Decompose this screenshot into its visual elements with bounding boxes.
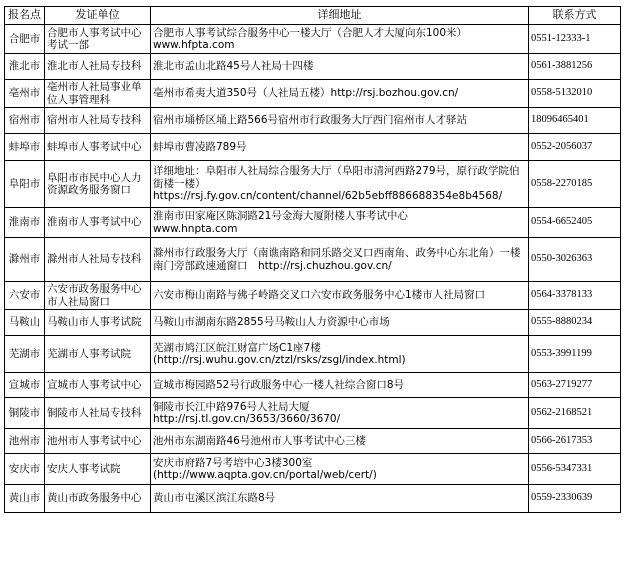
cell-address — [151, 336, 529, 373]
address-line: 安庆市府路7号考培中心3楼300室 — [153, 456, 313, 469]
cell-city: 芜湖市 — [5, 336, 45, 373]
table-body — [5, 25, 621, 513]
cell-phone: 0566-2617353 — [529, 429, 621, 454]
cell-unit: 合肥市人事考试中心考试一部 — [45, 25, 151, 54]
table-row — [5, 336, 621, 373]
table-row — [5, 80, 621, 108]
address-line: 池州市东湖南路46号池州市人事考试中心三楼 — [153, 434, 366, 447]
table-row — [5, 373, 621, 398]
cell-address — [151, 134, 529, 161]
address-line: 淮南市田家庵区陈洞路21号金海大厦附楼人事考试中心 — [153, 210, 408, 222]
table-row — [5, 108, 621, 134]
cell-city: 宣城市 — [5, 373, 45, 398]
address-line: 芜湖市鸠江区皖江财富广场C1座7楼 — [153, 341, 321, 354]
cell-unit: 淮南市人事考试中心 — [45, 208, 151, 238]
address-line: 铜陵市长江中路976号人社局大厦 — [153, 400, 310, 413]
cell-unit: 滁州市人社局专技科 — [45, 238, 151, 282]
cell-unit: 宿州市人社局专技科 — [45, 108, 151, 134]
cell-city: 宿州市 — [5, 108, 45, 134]
cell-address — [151, 485, 529, 513]
address-line: 六安市梅山南路与佛子岭路交叉口六安市政务服务中心1楼市人社局窗口 — [153, 289, 486, 302]
cell-city: 铜陵市 — [5, 398, 45, 429]
cell-city: 池州市 — [5, 429, 45, 454]
address-line: 滁州市行政服务大厅（南谯南路和同乐路交叉口西南角、政务中心东北角）一楼南门旁部政速通窗口 http://rsj.chuzhou.gov.cn/ — [153, 247, 521, 272]
cell-phone: 0559-2330639 — [529, 485, 621, 513]
cell-phone: 0556-5347331 — [529, 454, 621, 485]
table-row — [5, 208, 621, 238]
header-phone: 联系方式 — [529, 7, 621, 25]
table-row — [5, 398, 621, 429]
cell-phone: 18096465401 — [529, 108, 621, 134]
cell-phone: 0562-2168521 — [529, 398, 621, 429]
cell-city: 安庆市 — [5, 454, 45, 485]
cell-unit: 蚌埠市人事考试中心 — [45, 134, 151, 161]
address-line: 详细地址：阜阳市人社局综合服务大厅（阜阳市清河西路279号，原行政学院伯街楼一楼） — [153, 165, 520, 190]
cell-address — [151, 108, 529, 134]
cell-phone: 0555-8880234 — [529, 310, 621, 336]
cell-unit: 淮北市人社局专技科 — [45, 54, 151, 80]
cell-city: 阜阳市 — [5, 161, 45, 208]
table-row — [5, 25, 621, 54]
cell-phone: 0552-2056037 — [529, 134, 621, 161]
cell-city: 蚌埠市 — [5, 134, 45, 161]
cell-address — [151, 238, 529, 282]
cell-unit: 阜阳市市民中心人力资源政务服务窗口 — [45, 161, 151, 208]
cell-city: 黄山市 — [5, 485, 45, 513]
cell-unit: 亳州市人社局事业单位人事管理科 — [45, 80, 151, 108]
address-url: www.hnpta.com — [153, 222, 238, 235]
address-line: 宿州市埇桥区埇上路566号宿州市行政服务大厅西门宿州市人才驿站 — [153, 114, 468, 127]
cell-unit: 芜湖市人事考试院 — [45, 336, 151, 373]
cell-unit: 安庆人事考试院 — [45, 454, 151, 485]
address-line: 亳州市希夷大道350号（人社局五楼）http://rsj.bozhou.gov.cn/ — [153, 87, 459, 100]
cell-phone: 0553-3991199 — [529, 336, 621, 373]
cell-unit: 宣城市人事考试中心 — [45, 373, 151, 398]
header-city: 报名点 — [5, 7, 45, 25]
cell-unit: 池州市人事考试中心 — [45, 429, 151, 454]
address-line: 宣城市梅园路52号行政服务中心一楼人社综合窗口8号 — [153, 378, 405, 391]
address-line: 蚌埠市曹凌路789号 — [153, 140, 247, 153]
cell-address — [151, 54, 529, 80]
table-row — [5, 54, 621, 80]
cell-address — [151, 161, 529, 208]
header-unit: 发证单位 — [45, 7, 151, 25]
cell-city: 滁州市 — [5, 238, 45, 282]
cell-city: 六安市 — [5, 282, 45, 310]
cell-city: 淮北市 — [5, 54, 45, 80]
address-line: 淮北市孟山北路45号人社局十四楼 — [153, 60, 314, 73]
cell-phone: 0554-6652405 — [529, 208, 621, 238]
cell-address — [151, 208, 529, 238]
cell-unit: 铜陵市人社局专技科 — [45, 398, 151, 429]
cell-address — [151, 80, 529, 108]
address-url: (http://rsj.wuhu.gov.cn/ztzl/rsks/zsgl/index.html) — [153, 354, 406, 366]
table-row — [5, 485, 621, 513]
cell-address — [151, 429, 529, 454]
table-row — [5, 134, 621, 161]
cell-city: 亳州市 — [5, 80, 45, 108]
cell-city: 马鞍山 — [5, 310, 45, 336]
table-row — [5, 454, 621, 485]
table-row — [5, 282, 621, 310]
table-row — [5, 429, 621, 454]
cell-address — [151, 282, 529, 310]
cell-unit: 黄山市政务服务中心 — [45, 485, 151, 513]
cell-city: 淮南市 — [5, 208, 45, 238]
table-row — [5, 238, 621, 282]
cell-phone: 0558-5132010 — [529, 80, 621, 108]
address-url: (http://www.aqpta.gov.cn/portal/web/cert/) — [153, 469, 377, 481]
cell-address — [151, 398, 529, 429]
cell-unit: 六安市政务服务中心市人社局窗口 — [45, 282, 151, 310]
cell-phone: 0558-2270185 — [529, 161, 621, 208]
cell-city: 合肥市 — [5, 25, 45, 54]
address-line: 合肥市人事考试综合服务中心一楼大厅（合肥人才大厦向东100米） — [153, 26, 468, 39]
address-line: 黄山市屯溪区滨江东路8号 — [153, 492, 276, 505]
cell-phone: 0564-3378133 — [529, 282, 621, 310]
address-line: 马鞍山市湖南东路2855号马鞍山人力资源中心市场 — [153, 316, 390, 329]
header-row — [5, 7, 621, 25]
cell-phone: 0551-12333-1 — [529, 25, 621, 54]
address-url: https://rsj.fy.gov.cn/content/channel/62b5ebff886688354e8b4568/ — [153, 190, 503, 203]
cell-address — [151, 373, 529, 398]
contact-table — [4, 6, 621, 513]
cell-unit: 马鞍山市人事考试院 — [45, 310, 151, 336]
address-url: www.hfpta.com — [153, 39, 235, 51]
cell-phone: 0550-3026363 — [529, 238, 621, 282]
table-row — [5, 161, 621, 208]
cell-address — [151, 454, 529, 485]
address-url: http://rsj.tl.gov.cn/3653/3660/3670/ — [153, 413, 341, 425]
cell-address — [151, 310, 529, 336]
header-address: 详细地址 — [151, 7, 529, 25]
cell-phone: 0561-3881256 — [529, 54, 621, 80]
cell-phone: 0563-2719277 — [529, 373, 621, 398]
cell-address — [151, 25, 529, 54]
table-row — [5, 310, 621, 336]
